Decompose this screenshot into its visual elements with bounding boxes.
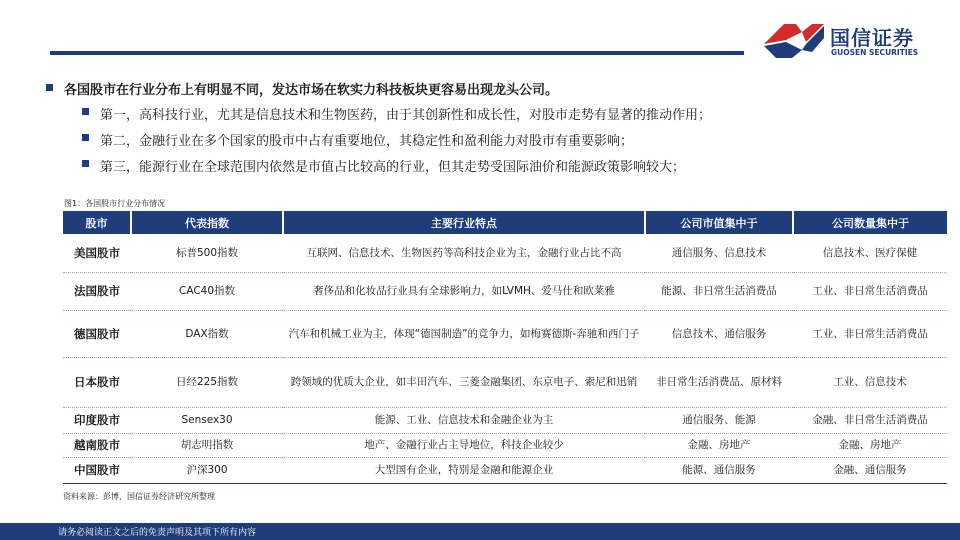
cell-index: CAC40指数 (131, 272, 283, 310)
cell-cap: 金融、房地产 (645, 433, 793, 457)
cell-features: 跨领域的优质大企业，如丰田汽车、三菱金融集团、东京电子、索尼和迅销 (283, 357, 645, 407)
cell-features: 互联网、信息技术、生物医药等高科技企业为主，金融行业占比不高 (283, 234, 645, 272)
bullet-sub-text: 第二，金融行业在多个国家的股市中占有重要地位，其稳定性和盈利能力对股市有重要影响； (100, 134, 634, 149)
cell-index: Sensex30 (131, 407, 283, 433)
guosen-logo-icon (762, 20, 826, 62)
cell-cap: 能源、通信服务 (645, 457, 793, 483)
cell-market: 越南股市 (63, 433, 131, 457)
table-row (63, 457, 947, 483)
table-row (63, 234, 947, 272)
cell-cap: 信息技术、通信服务 (645, 310, 793, 357)
table-row (63, 357, 947, 407)
figure-caption: 图1：各国股市行业分布情况 (64, 199, 166, 208)
table-row (63, 310, 947, 357)
square-bullet-icon (82, 134, 89, 141)
table-row (63, 407, 947, 433)
bullet-main-text: 各国股市在行业分布上有明显不同，发达市场在软实力科技板块更容易出现龙头公司。 (64, 83, 559, 98)
header-index: 代表指数 (131, 211, 283, 234)
cell-market: 中国股市 (63, 457, 131, 483)
table-header-row (63, 211, 947, 234)
header-cap-concentration: 公司市值集中于 (645, 211, 793, 234)
header-count-concentration: 公司数量集中于 (793, 211, 947, 234)
cell-count: 工业、非日常生活消费品 (793, 272, 947, 310)
cell-cap: 非日常生活消费品、原材料 (645, 357, 793, 407)
cell-features: 大型国有企业，特别是金融和能源企业 (283, 457, 645, 483)
cell-cap: 能源、非日常生活消费品 (645, 272, 793, 310)
cell-features: 汽车和机械工业为主，体现“德国制造”的竞争力，如梅赛德斯-奔驰和西门子 (283, 310, 645, 357)
cell-features: 奢侈品和化妆品行业具有全球影响力，如LVMH、爱马仕和欧莱雅 (283, 272, 645, 310)
header-features: 主要行业特点 (283, 211, 645, 234)
cell-market: 日本股市 (63, 357, 131, 407)
cell-market: 法国股市 (63, 272, 131, 310)
cell-market: 美国股市 (63, 234, 131, 272)
cell-count: 信息技术、医疗保健 (793, 234, 947, 272)
cell-cap: 通信服务、能源 (645, 407, 793, 433)
square-bullet-icon (82, 160, 89, 167)
cell-index: 胡志明指数 (131, 433, 283, 457)
cell-count: 金融、房地产 (793, 433, 947, 457)
bullet-sub-text: 第三，能源行业在全球范围内依然是市值占比较高的行业，但其走势受国际油价和能源政策影响较大； (100, 160, 686, 175)
square-bullet-icon (46, 84, 53, 91)
footer-disclaimer: 请务必阅读正文之后的免责声明及其项下所有内容 (58, 528, 257, 538)
cell-index: 标普500指数 (131, 234, 283, 272)
market-industry-table (63, 211, 947, 484)
cell-market: 印度股市 (63, 407, 131, 433)
cell-count: 金融、非日常生活消费品 (793, 407, 947, 433)
brand-name-en: GUOSEN SECURITIES (831, 48, 919, 57)
header-rule (50, 51, 744, 55)
cell-features: 能源、工业、信息技术和金融企业为主 (283, 407, 645, 433)
cell-cap: 通信服务、信息技术 (645, 234, 793, 272)
header-market: 股市 (63, 211, 131, 234)
brand-name: 国信证券 (830, 26, 914, 50)
cell-index: 沪深300 (131, 457, 283, 483)
brand-logo (762, 20, 922, 62)
table-row (63, 272, 947, 310)
cell-market: 德国股市 (63, 310, 131, 357)
table-row (63, 433, 947, 457)
cell-index: 日经225指数 (131, 357, 283, 407)
bullet-sub-text: 第一，高科技行业，尤其是信息技术和生物医药，由于其创新性和成长性，对股市走势有显著的推动作用； (100, 108, 712, 123)
cell-features: 地产、金融行业占主导地位，科技企业较少 (283, 433, 645, 457)
cell-index: DAX指数 (131, 310, 283, 357)
footer-bar (0, 523, 960, 540)
cell-count: 工业、信息技术 (793, 357, 947, 407)
cell-count: 工业、非日常生活消费品 (793, 310, 947, 357)
cell-count: 金融、通信服务 (793, 457, 947, 483)
source-note: 资料来源：彭博，国信证券经济研究所整理 (63, 492, 215, 501)
square-bullet-icon (82, 108, 89, 115)
